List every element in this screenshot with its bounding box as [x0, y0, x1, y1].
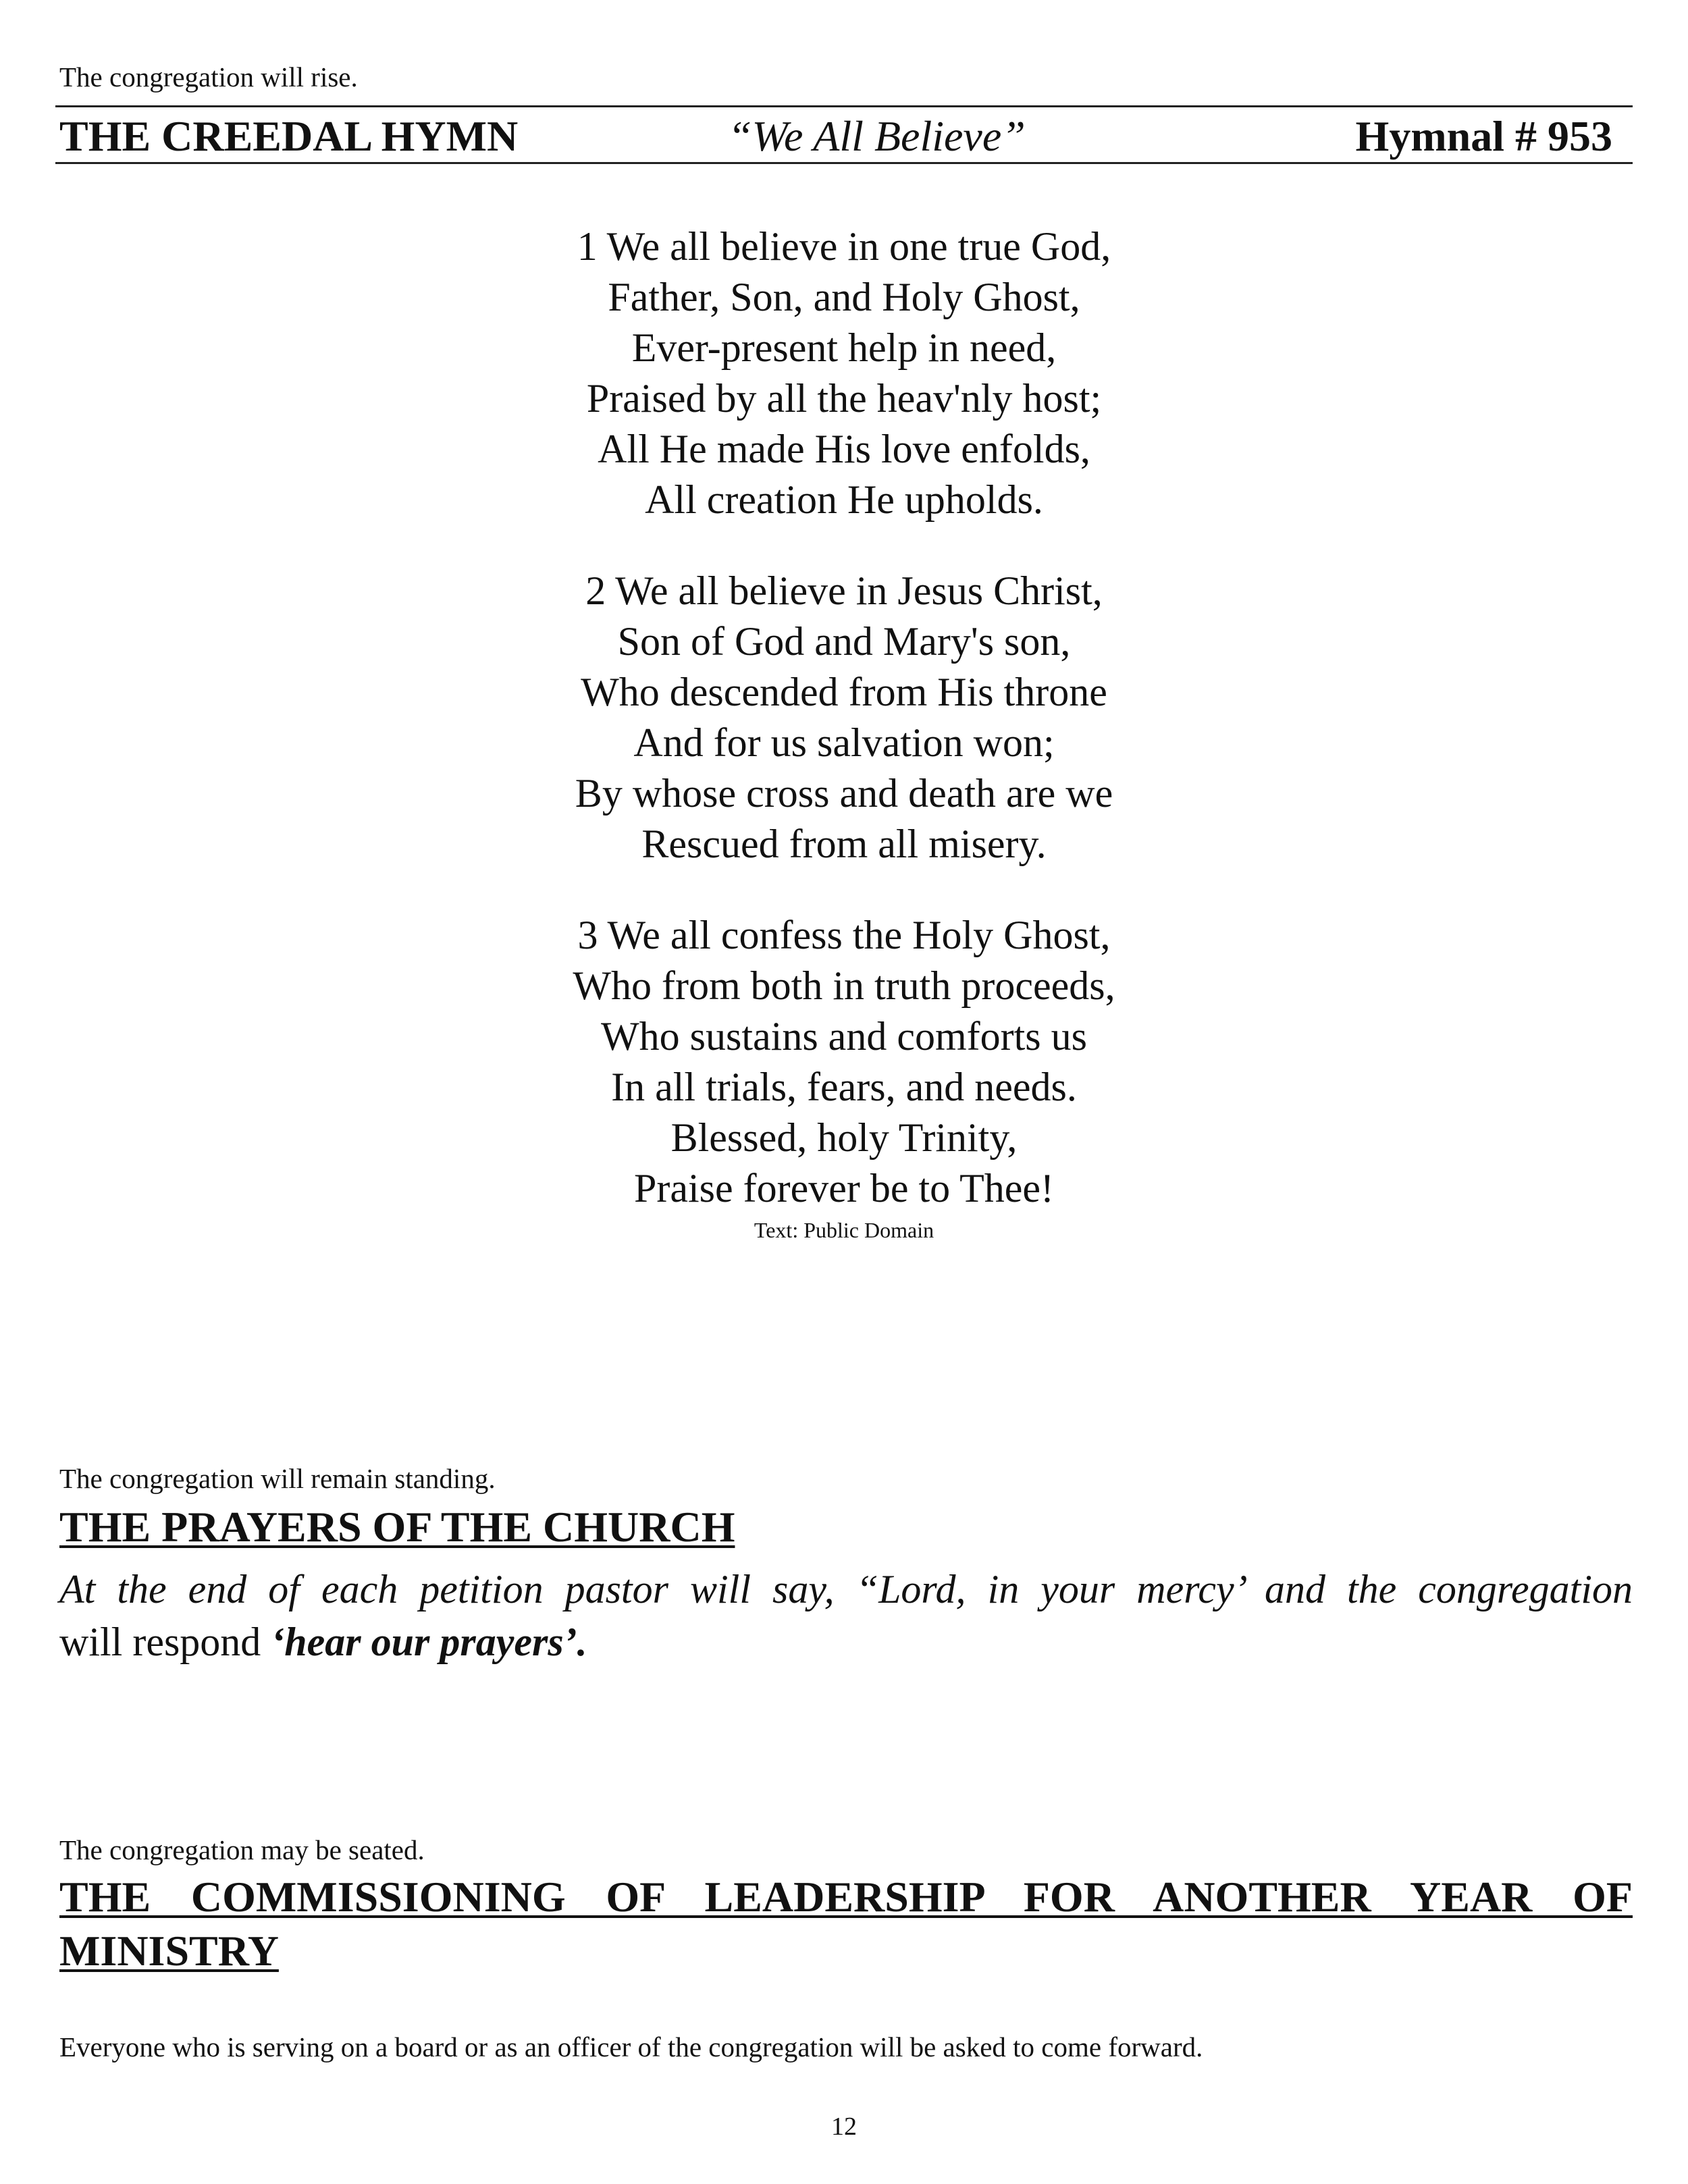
rise-instruction: The congregation will rise.	[59, 61, 358, 92]
prayers-line-2-suffix: .	[577, 1620, 587, 1664]
verse-line: 1 We all believe in one true God,	[577, 224, 1111, 269]
verse-line: Who descended from His throne	[581, 670, 1107, 714]
header-top-rule	[55, 105, 1633, 107]
commissioning-heading	[59, 1870, 1633, 1978]
page-number: 12	[831, 2112, 857, 2141]
verse-line: Rescued from all misery.	[641, 822, 1047, 866]
verse-1	[405, 221, 1283, 525]
verse-line: All He made His love enfolds,	[598, 427, 1090, 471]
verse-line: Father, Son, and Holy Ghost,	[608, 275, 1080, 319]
hymn-title: “We All Believe”	[728, 112, 1026, 160]
header-bottom-rule	[55, 162, 1633, 164]
text-credit: Text: Public Domain	[754, 1218, 934, 1242]
prayers-heading: THE PRAYERS OF THE CHURCH	[59, 1503, 735, 1551]
congregation-response: ‘hear our prayers’	[271, 1620, 577, 1664]
verse-line: And for us salvation won;	[633, 720, 1055, 765]
prayers-line-2	[59, 1616, 1633, 1668]
verse-line: Who from both in truth proceeds,	[573, 963, 1115, 1008]
creedal-hymn-heading: THE CREEDAL HYMN	[59, 112, 519, 160]
verse-line: In all trials, fears, and needs.	[611, 1065, 1077, 1109]
verse-line: Son of God and Mary's son,	[617, 619, 1071, 664]
hymnal-reference: Hymnal # 953	[1355, 112, 1612, 160]
verse-line: 2 We all believe in Jesus Christ,	[585, 568, 1103, 613]
verse-3	[405, 910, 1283, 1214]
commissioning-heading-line-2: MINISTRY	[59, 1927, 279, 1975]
standing-instruction: The congregation will remain standing.	[59, 1463, 496, 1494]
verse-line: Blessed, holy Trinity,	[670, 1115, 1018, 1160]
verse-2	[405, 566, 1283, 870]
creedal-hymn-header	[59, 109, 1612, 163]
seated-instruction: The congregation may be seated.	[59, 1834, 425, 1865]
verse-line: By whose cross and death are we	[575, 771, 1113, 816]
verse-line: Ever-present help in need,	[631, 325, 1057, 370]
commissioning-heading-line-1: THE COMMISSIONING OF LEADERSHIP FOR ANOTHER YEAR OF	[59, 1873, 1633, 1921]
verse-line: Who sustains and comforts us	[601, 1014, 1087, 1059]
verse-line: All creation He upholds.	[645, 477, 1043, 522]
prayers-line-2-prefix: will respond	[59, 1620, 271, 1664]
verse-line: 3 We all confess the Holy Ghost,	[577, 913, 1111, 957]
verse-line: Praised by all the heav'nly host;	[586, 376, 1102, 421]
commissioning-body: Everyone who is serving on a board or as an officer of the congregation will be asked to come forward.	[59, 2031, 1203, 2062]
prayers-line-1: At the end of each petition pastor will say, “Lord, in your mercy’ and the congregation	[59, 1567, 1633, 1612]
prayers-instructions	[59, 1563, 1633, 1668]
verse-line: Praise forever be to Thee!	[634, 1166, 1054, 1210]
